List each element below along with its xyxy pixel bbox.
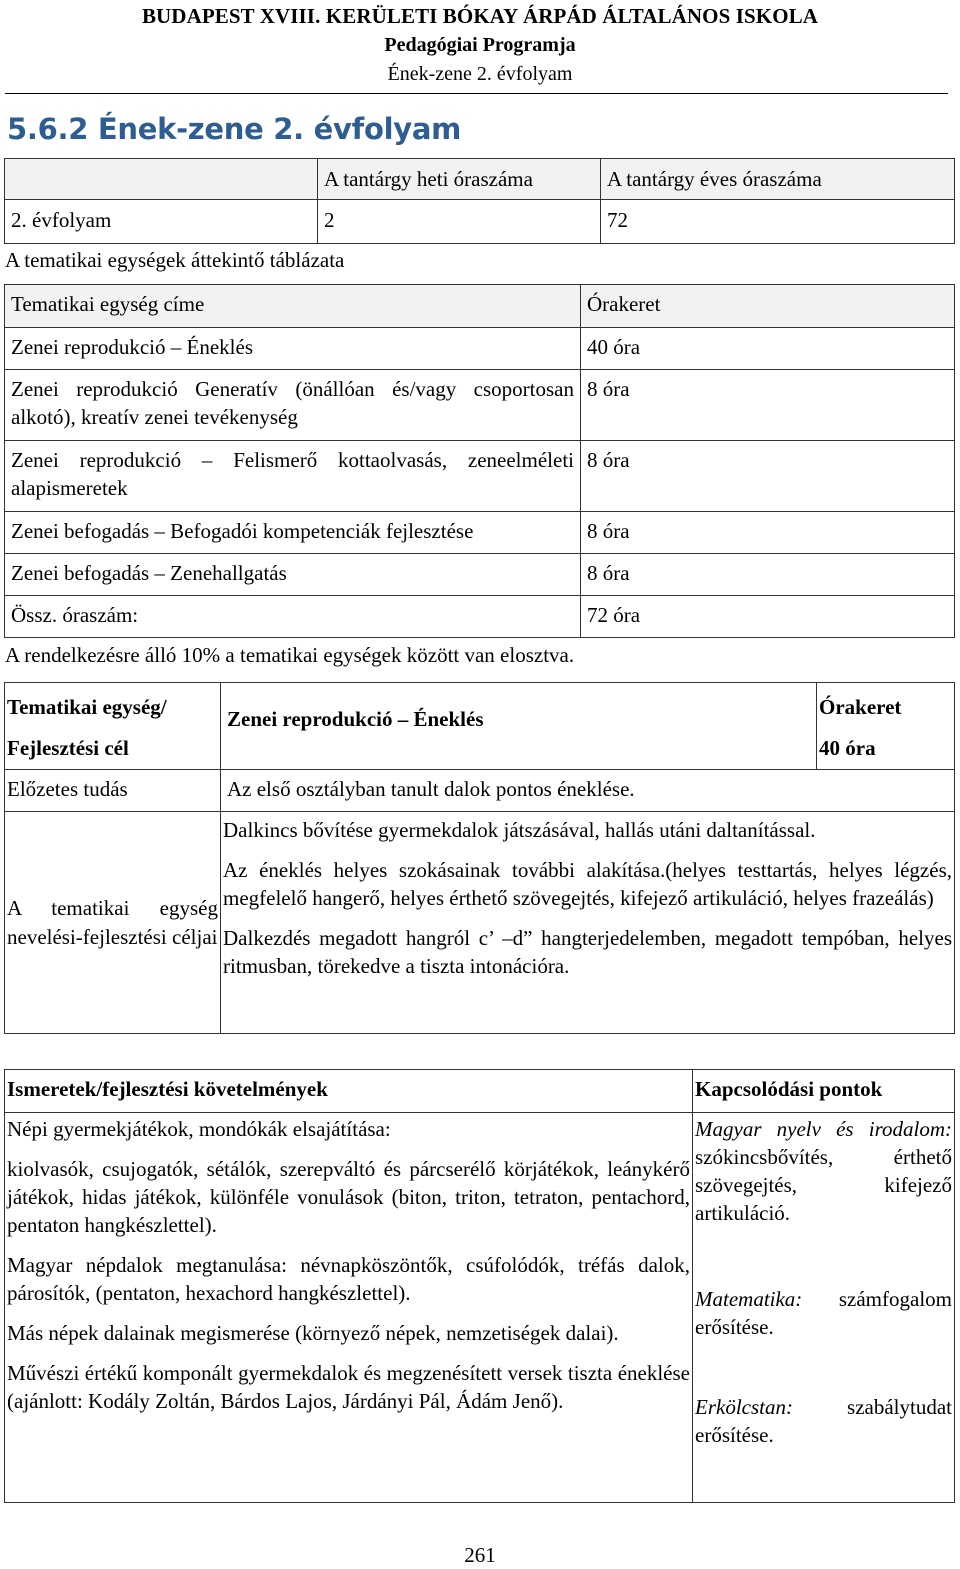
unit-label-line1: Tematikai egység/ <box>7 695 167 719</box>
grade-label: 2. évfolyam <box>5 200 318 244</box>
unit-label <box>5 683 221 770</box>
overview-row-hours: 8 óra <box>581 512 955 554</box>
overview-row-unit: Zenei befogadás – Befogadói kompetenciák fejlesztése <box>5 512 581 554</box>
connection-subject: Erkölcstan: <box>695 1395 793 1419</box>
overview-row-unit: Zenei reprodukció – Éneklés <box>5 328 581 370</box>
goal-item: Dalkincs bővítése gyermekdalok játszásával, hallás utáni daltanítással. <box>223 818 816 842</box>
connection-text: szabálytudat erősítése. <box>695 1395 952 1447</box>
requirement-item: Magyar népdalok megtanulása: névnapköszöntők, csúfolódók, tréfás dalok, párosítók, (pentaton, hexachord hangkészlettel). <box>7 1253 690 1305</box>
hours-table-corner <box>5 159 318 200</box>
weekly-header: A tantárgy heti óraszáma <box>318 159 601 200</box>
unit-hours <box>817 683 955 770</box>
yearly-header: A tantárgy éves óraszáma <box>601 159 955 200</box>
overview-total-label: Össz. óraszám: <box>5 596 581 638</box>
connection-item <box>695 1115 952 1227</box>
overview-row-unit: Zenei reprodukció Generatív (önállóan és/vagy csoportosan alkotó), kreatív zenei tevékenység <box>5 370 581 441</box>
requirement-item: Művészi értékű komponált gyermekdalok és megzenésített versek tiszta éneklése (ajánlott: Kodály Zoltán, Bárdos Lajos, Járdányi Pál, Ádám Jenő). <box>7 1361 690 1413</box>
connection-text: szókincsbővítés, érthető szövegejtés, kifejező artikuláció. <box>695 1145 952 1225</box>
overview-row-unit: Zenei befogadás – Zenehallgatás <box>5 554 581 596</box>
requirement-item: Népi gyermekjátékok, mondókák elsajátítása: <box>7 1117 391 1141</box>
goal-item: Az éneklés helyes szokásainak további alakítása.(helyes testtartás, helyes légzés, megfelelő hangerő, helyes érthető szövegejtés, kifejező artikuláció, helyes frazeálás) <box>223 858 952 910</box>
connection-subject: Magyar nyelv és irodalom: <box>695 1117 952 1141</box>
goals-cell <box>221 812 955 1034</box>
connection-item <box>695 1393 952 1449</box>
yearly-value: 72 <box>601 200 955 244</box>
school-name: BUDAPEST XVIII. KERÜLETI BÓKAY ÁRPÁD ÁLTALÁNOS ISKOLA <box>141 4 819 28</box>
unit-hours-label: Órakeret <box>819 695 902 719</box>
distribution-note: A rendelkezésre álló 10% a tematikai egységek között van elosztva. <box>5 643 575 667</box>
unit-label-line2: Fejlesztési cél <box>7 736 129 760</box>
overview-row-hours: 8 óra <box>581 441 955 512</box>
header-rule <box>5 93 948 94</box>
goal-item: Dalkezdés megadott hangról c’ –d” hangterjedelemben, megadott tempóban, helyes ritmusban, törekedve a tiszta intonációra. <box>223 926 952 978</box>
connections-cell <box>693 1113 955 1503</box>
overview-unit-header: Tematikai egység címe <box>5 285 581 328</box>
goals-label: A tematikai egység nevelési-fejlesztési céljai <box>5 812 221 1034</box>
unit-table <box>4 682 955 1034</box>
subject-name: Ének-zene 2. évfolyam <box>387 63 573 85</box>
unit-title: Zenei reprodukció – Éneklés <box>221 683 817 770</box>
overview-row-hours: 40 óra <box>581 328 955 370</box>
prior-knowledge-text: Az első osztályban tanult dalok pontos éneklése. <box>221 770 955 812</box>
requirement-item: Más népek dalainak megismerése (környező népek, nemzetiségek dalai). <box>7 1321 619 1345</box>
connection-subject: Matematika: <box>695 1287 803 1311</box>
unit-hours-value: 40 óra <box>819 736 876 760</box>
program-name: Pedagógiai Programja <box>384 34 576 56</box>
overview-table <box>4 284 955 638</box>
overview-total-hours: 72 óra <box>581 596 955 638</box>
connection-item <box>695 1285 952 1341</box>
overview-hours-header: Órakeret <box>581 285 955 328</box>
requirement-item: kiolvasók, csujogatók, sétálók, szerepváltó és párcserélő körjátékok, leánykérő játékok, hidas játékok, különféle vonulások (biton, triton, tetraton, pentachord, pentaton hangkészlettel). <box>7 1157 690 1237</box>
overview-row-hours: 8 óra <box>581 370 955 441</box>
requirements-header: Ismeretek/fejlesztési követelmények <box>5 1070 693 1113</box>
requirements-table <box>4 1069 955 1503</box>
overview-row-unit: Zenei reprodukció – Felismerő kottaolvasás, zeneelméleti alapismeretek <box>5 441 581 512</box>
overview-row-hours: 8 óra <box>581 554 955 596</box>
page-header <box>0 2 960 89</box>
prior-knowledge-label: Előzetes tudás <box>5 770 221 812</box>
weekly-value: 2 <box>318 200 601 244</box>
section-title: 5.6.2 Ének-zene 2. évfolyam <box>7 112 462 146</box>
connection-text: számfogalom erősítése. <box>695 1287 952 1339</box>
connections-header: Kapcsolódási pontok <box>693 1070 955 1113</box>
overview-title: A tematikai egységek áttekintő táblázata <box>5 248 345 272</box>
hours-table <box>4 158 955 244</box>
page-number: 261 <box>464 1543 496 1567</box>
requirements-cell <box>5 1113 693 1503</box>
